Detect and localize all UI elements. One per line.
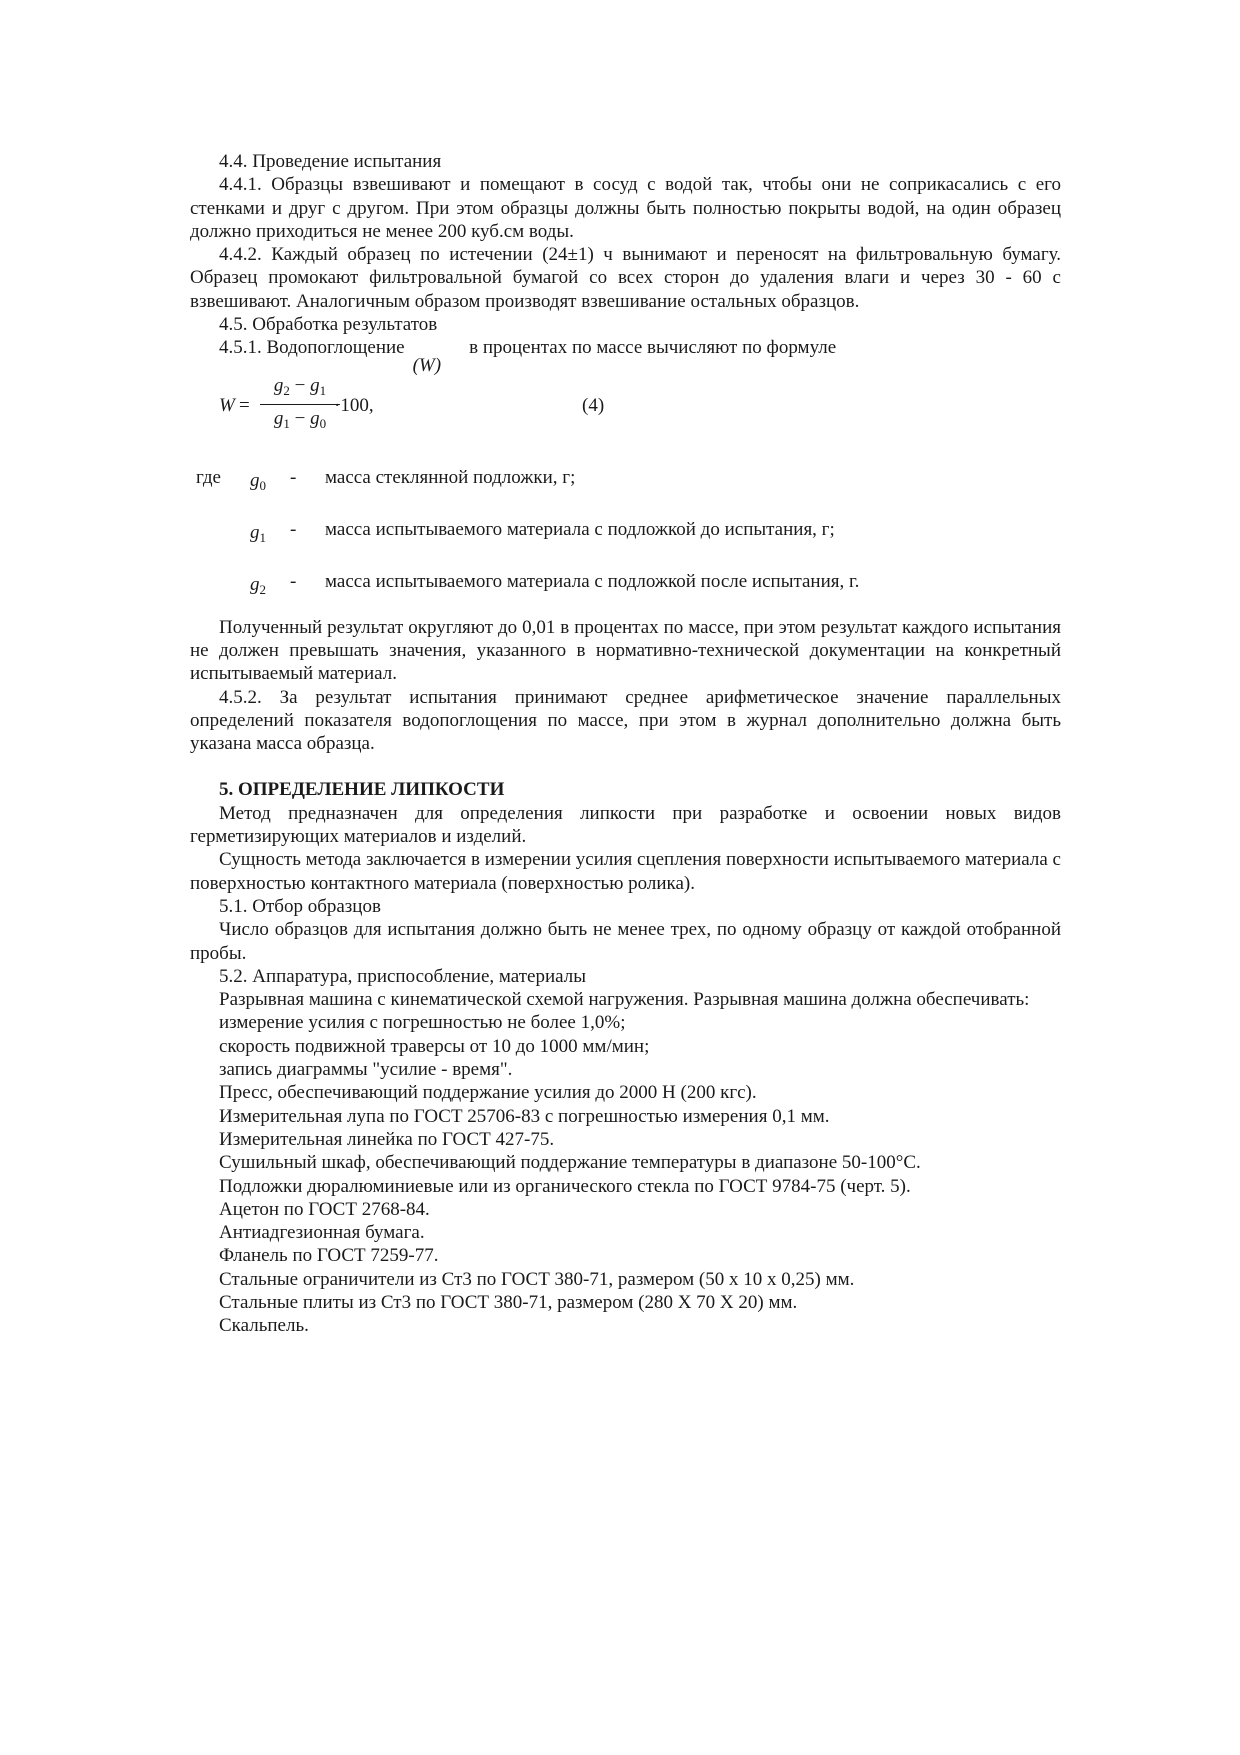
definition-symbol: $g_2$ <box>250 573 266 597</box>
list-item: Скальпель. <box>219 1315 309 1337</box>
document-page <box>190 150 1061 1338</box>
definition-symbol: $g_0$ <box>250 469 266 493</box>
list-item: запись диаграммы "усилие - время". <box>219 1059 513 1081</box>
formula-denominator: $g_1 - g_0$ <box>273 407 327 431</box>
list-item: скорость подвижной траверсы от 10 до 1000 мм/мин; <box>219 1035 650 1057</box>
list-item: измерение усилия с погрешностью не более 1,0%; <box>219 1012 626 1034</box>
list-item: Сушильный шкаф, обеспечивающий поддержание температуры в диапазоне 50-100°С. <box>219 1152 921 1174</box>
definition-text: масса испытываемого материала с подложкой после испытания, г. <box>325 570 860 592</box>
paragraph-4-5-2: 4.5.2. За результат испытания принимают среднее арифметическое значение параллельных определений показателя водопоглощения по массе, при этом в журнал дополнительно должна быть указана масса образца. <box>190 686 1061 755</box>
definition-row <box>190 518 1061 545</box>
definition-dash: - <box>290 518 297 540</box>
spacer <box>190 755 1061 778</box>
paragraph-4-4-2: 4.4.2. Каждый образец по истечении (24±1) ч вынимают и переносят на фильтровальную бумагу. Образец промокают фильтровальной бумагой со всех сторон до удаления влаги и через 30 - 60 с взвешивают. Аналогичным образом производят взвешивание остальных образцов. <box>190 244 1061 312</box>
paragraph-result-rounding: Полученный результат округляют до 0,01 в процентах по массе, при этом результат каждого испытания не должен превышать значения, указанного в нормативно-технической документации на конкретный испытываемый материал. <box>190 616 1061 685</box>
paragraph-4-4-1: 4.4.1. Образцы взвешивают и помещают в сосуд с водой так, чтобы они не соприкасались с его стенками и друг с другом. При этом образцы должны быть полностью покрыты водой, на один образец должно приходиться не менее 200 куб.см воды. <box>190 174 1061 242</box>
paragraph-5-essence: Сущность метода заключается в измерении усилия сцепления поверхности испытываемого материала с поверхностью контактного материала (поверхностью ролика). <box>190 849 1061 894</box>
list-item: Антиадгезионная бумага. <box>219 1222 425 1244</box>
list-item: Измерительная линейка по ГОСТ 427-75. <box>219 1128 555 1150</box>
list-item: Пресс, обеспечивающий поддержание усилия до 2000 Н (200 кгс). <box>219 1082 757 1104</box>
formula-lhs: W <box>219 394 235 416</box>
definition-row <box>190 466 1061 493</box>
formula-multiplier: ·100, <box>334 394 374 416</box>
formula-number: (4) <box>582 394 605 416</box>
variable-definitions <box>190 466 1061 616</box>
paragraph-5-2: Разрывная машина с кинематической схемой нагружения. Разрывная машина должна обеспечивать: <box>219 989 1030 1011</box>
paragraph-5-method: Метод предназначен для определения липкости при разработке и освоении новых видов герметизирующих материалов и изделий. <box>190 802 1061 848</box>
heading-4-4: 4.4. Проведение испытания <box>219 151 442 172</box>
definition-dash: - <box>290 570 297 592</box>
paragraph-4-5-1-start: 4.5.1. Водопоглощение <box>219 337 405 359</box>
heading-5-1: 5.1. Отбор образцов <box>219 895 381 917</box>
equipment-list <box>190 1011 1061 1337</box>
definition-symbol: $g_1$ <box>250 521 266 545</box>
formula-equals: = <box>239 394 250 416</box>
section-5-title: 5. ОПРЕДЕЛЕНИЕ ЛИПКОСТИ <box>219 779 505 801</box>
list-item: Измерительная лупа по ГОСТ 25706-83 с погрешностью измерения 0,1 мм. <box>219 1105 830 1127</box>
variable-w: (W) <box>412 355 442 377</box>
formula-fraction <box>260 374 340 436</box>
formula-4 <box>190 374 1061 452</box>
definition-dash: - <box>290 466 297 488</box>
paragraph-4-5-1 <box>219 336 1061 377</box>
list-item: Ацетон по ГОСТ 2768-84. <box>219 1198 430 1220</box>
formula-numerator: $g_2 - g_1$ <box>260 374 340 405</box>
heading-4-5: 4.5. Обработка результатов <box>219 314 438 336</box>
list-item: Стальные плиты из Ст3 по ГОСТ 380-71, размером (280 Х 70 Х 20) мм. <box>219 1291 798 1313</box>
definition-row <box>190 570 1061 597</box>
list-item: Стальные ограничители из Ст3 по ГОСТ 380-71, размером (50 х 10 х 0,25) мм. <box>219 1268 855 1290</box>
definition-text: масса стеклянной подложки, г; <box>325 466 576 488</box>
list-item: Подложки дюралюминиевые или из органического стекла по ГОСТ 9784-75 (черт. 5). <box>219 1175 911 1197</box>
list-item: Фланель по ГОСТ 7259-77. <box>219 1245 439 1267</box>
heading-5-2: 5.2. Аппаратура, приспособление, материалы <box>219 965 586 987</box>
paragraph-4-5-1-end: в процентах по массе вычисляют по формуле <box>469 337 837 359</box>
paragraph-5-1: Число образцов для испытания должно быть не менее трех, по одному образцу от каждой отобранной пробы. <box>190 919 1061 964</box>
where-label: где <box>196 466 221 488</box>
definition-text: масса испытываемого материала с подложкой до испытания, г; <box>325 518 835 540</box>
